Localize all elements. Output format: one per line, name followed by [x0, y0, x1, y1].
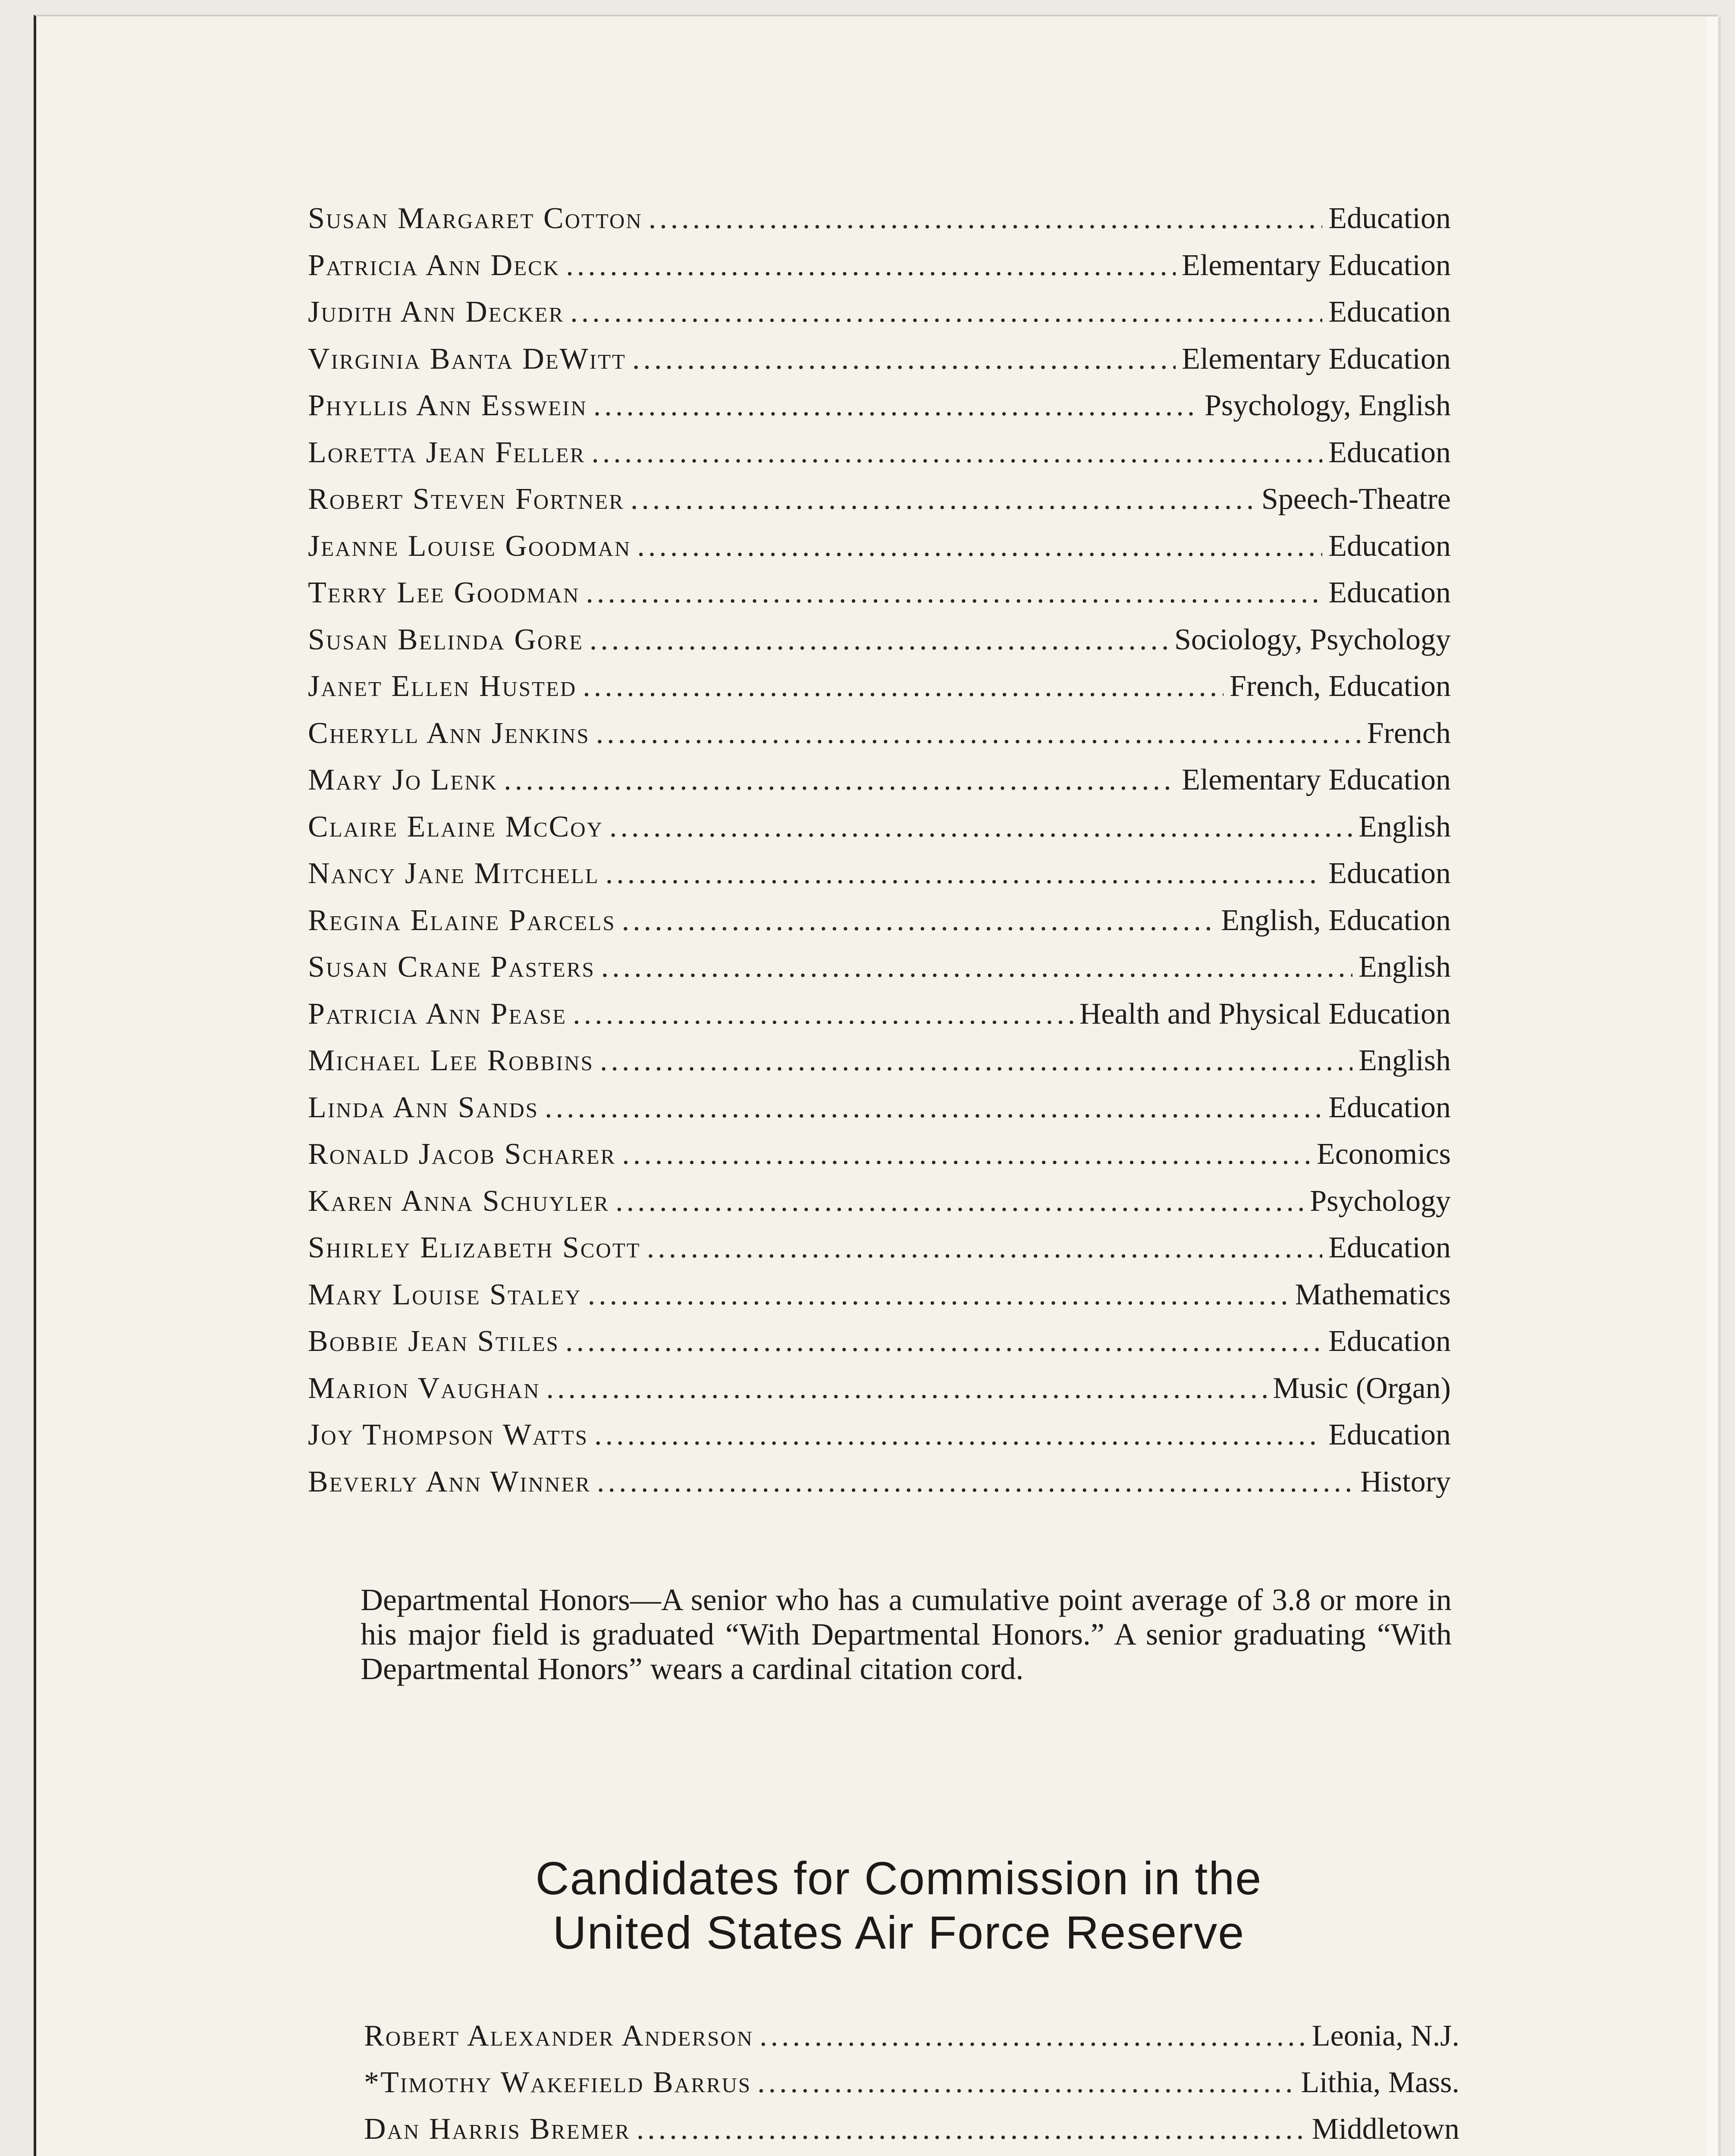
graduate-entry [308, 336, 1451, 383]
graduate-name: Robert Steven Fortner [308, 483, 624, 516]
graduate-field: Health and Physical Education [1079, 997, 1451, 1031]
dot-leader [570, 289, 1322, 336]
graduate-entry [308, 1084, 1451, 1131]
graduate-name: Regina Elaine Parcels [308, 903, 616, 937]
dot-leader [601, 944, 1352, 991]
graduate-field: Elementary Education [1182, 763, 1451, 796]
graduate-name: Claire Elaine McCoy [308, 810, 604, 843]
dot-leader [647, 1225, 1323, 1272]
candidate-name: *Timothy Wakefield Barrus [364, 2066, 752, 2099]
dot-leader [637, 523, 1322, 570]
graduate-field: Education [1328, 295, 1451, 329]
graduate-entry [308, 429, 1451, 476]
graduate-name: Mary Louise Staley [308, 1278, 582, 1311]
candidate-entry [364, 2013, 1459, 2059]
graduate-entry [308, 476, 1451, 523]
graduate-name: Loretta Jean Feller [308, 436, 586, 469]
graduate-entry [308, 757, 1451, 804]
page-sheet [34, 15, 1718, 2156]
dot-leader [596, 710, 1361, 757]
candidate-hometown [1313, 2153, 1459, 2156]
dot-leader [545, 1084, 1322, 1131]
graduate-name: Mary Jo Lenk [308, 763, 498, 796]
graduate-entry [308, 195, 1451, 242]
graduate-entry [308, 663, 1451, 710]
graduate-entry [308, 289, 1451, 336]
dot-leader [586, 570, 1322, 617]
air-force-heading-line1: Candidates for Commission in the [535, 1852, 1262, 1904]
graduate-entry [308, 1365, 1451, 1412]
graduate-name: Patricia Ann Pease [308, 997, 567, 1031]
page-edge [1707, 16, 1718, 2156]
graduate-entry [308, 523, 1451, 570]
dot-leader [591, 429, 1322, 476]
graduate-field: History [1360, 1465, 1451, 1498]
dot-leader [622, 1131, 1311, 1178]
candidate-entry [364, 2153, 1459, 2156]
dot-leader [546, 1365, 1267, 1412]
graduate-name: Beverly Ann Winner [308, 1465, 591, 1498]
dot-leader [609, 804, 1352, 851]
graduate-field: French [1367, 716, 1451, 750]
graduate-name: Judith Ann Decker [308, 295, 565, 329]
graduate-entry [308, 897, 1451, 944]
graduate-name: Janet Ellen Husted [308, 670, 577, 703]
graduate-field: Psychology, English [1204, 389, 1451, 422]
graduate-field: Education [1328, 1091, 1451, 1124]
candidate-hometown: Leonia, N.J. [1311, 2019, 1459, 2053]
dot-leader [651, 2153, 1307, 2156]
graduate-name: Susan Margaret Cotton [308, 202, 643, 235]
dot-leader [759, 2013, 1306, 2059]
graduate-name: Michael Lee Robbins [308, 1044, 594, 1077]
graduate-entry [308, 1225, 1451, 1272]
graduate-entry [308, 1272, 1451, 1319]
graduate-name: Patricia Ann Deck [308, 248, 560, 282]
dot-leader [622, 897, 1215, 944]
graduate-entry [308, 242, 1451, 289]
candidate-hometown: Middletown [1311, 2112, 1459, 2146]
dot-leader [588, 1272, 1289, 1319]
dot-leader [593, 382, 1198, 429]
graduate-field: Education [1328, 857, 1451, 890]
graduate-entry [308, 944, 1451, 991]
graduate-field: Education [1328, 436, 1451, 469]
graduate-name: Susan Belinda Gore [308, 623, 584, 656]
graduate-name: Ronald Jacob Scharer [308, 1138, 616, 1171]
graduate-entry [308, 804, 1451, 851]
candidate-entry [364, 2106, 1459, 2153]
graduate-name: Cheryll Ann Jenkins [308, 716, 590, 750]
graduates-list [308, 195, 1451, 1505]
graduate-name: Karen Anna Schuyler [308, 1184, 610, 1218]
graduate-field: English, Education [1221, 903, 1451, 937]
graduate-field: English [1359, 950, 1451, 984]
graduate-name: Marion Vaughan [308, 1371, 540, 1405]
dot-leader [637, 2106, 1306, 2153]
graduate-field: Education [1328, 1231, 1451, 1264]
graduate-field: French, Education [1229, 670, 1451, 703]
graduate-field: Education [1328, 529, 1451, 563]
dot-leader [566, 242, 1176, 289]
graduate-name: Phyllis Ann Esswein [308, 389, 587, 422]
graduate-name: Nancy Jane Mitchell [308, 857, 599, 890]
graduate-field: Economics [1316, 1138, 1451, 1171]
graduate-field: Music (Organ) [1273, 1371, 1451, 1405]
dot-leader [573, 991, 1073, 1038]
air-force-heading-line2: United States Air Force Reserve [552, 1906, 1245, 1959]
graduate-field: Education [1328, 1325, 1451, 1358]
candidate-hometown: Lithia, Mass. [1301, 2066, 1459, 2099]
graduate-entry [308, 710, 1451, 757]
graduate-name: Susan Crane Pasters [308, 950, 595, 984]
graduate-entry [308, 1318, 1451, 1365]
dot-leader [631, 476, 1255, 523]
graduate-name: Shirley Elizabeth Scott [308, 1231, 641, 1264]
dot-leader [757, 2059, 1295, 2106]
air-force-candidates-list [364, 2013, 1459, 2156]
graduate-field: English [1359, 810, 1451, 843]
graduate-field: Sociology, Psychology [1174, 623, 1451, 656]
candidate-name: Dan Harris Bremer [364, 2112, 631, 2146]
graduate-entry [308, 382, 1451, 429]
graduate-entry [308, 617, 1451, 664]
dot-leader [590, 617, 1168, 664]
graduate-name: Jeanne Louise Goodman [308, 529, 631, 563]
graduate-entry [308, 850, 1451, 897]
dot-leader [649, 195, 1322, 242]
dot-leader [606, 850, 1323, 897]
departmental-honors-note: Departmental Honors—A senior who has a cumulative point average of 3.8 or more in his major field is graduated “With Departmental Honors.” A senior graduating “With Departmental Honors” wears a cardinal citation cord. [361, 1583, 1452, 1686]
candidate-entry [364, 2059, 1459, 2106]
graduate-field: Education [1328, 202, 1451, 235]
graduate-entry [308, 570, 1451, 617]
candidate-name [364, 2153, 645, 2156]
dot-leader [597, 1459, 1354, 1506]
graduate-name: Virginia Banta DeWitt [308, 342, 626, 376]
dot-leader [504, 757, 1176, 804]
dot-leader [615, 1178, 1304, 1225]
graduate-name: Terry Lee Goodman [308, 576, 580, 609]
air-force-heading [381, 1851, 1416, 1960]
dot-leader [583, 663, 1224, 710]
dot-leader [594, 1412, 1322, 1459]
graduate-field: English [1359, 1044, 1451, 1077]
dot-leader [565, 1318, 1322, 1365]
dot-leader [600, 1037, 1352, 1084]
dot-leader [632, 336, 1176, 383]
graduate-name: Bobbie Jean Stiles [308, 1325, 559, 1358]
graduate-field: Mathematics [1295, 1278, 1451, 1311]
graduate-entry [308, 1459, 1451, 1506]
graduate-entry [308, 991, 1451, 1038]
graduate-entry [308, 1412, 1451, 1459]
graduate-entry [308, 1131, 1451, 1178]
graduate-name: Joy Thompson Watts [308, 1418, 588, 1451]
graduate-name: Linda Ann Sands [308, 1091, 539, 1124]
graduate-field: Elementary Education [1182, 248, 1451, 282]
graduate-field: Education [1328, 1418, 1451, 1451]
graduate-entry [308, 1037, 1451, 1084]
graduate-field: Elementary Education [1182, 342, 1451, 376]
candidate-name: Robert Alexander Anderson [364, 2019, 754, 2053]
graduate-entry [308, 1178, 1451, 1225]
graduate-field: Education [1328, 576, 1451, 609]
graduate-field: Speech-Theatre [1261, 483, 1451, 516]
graduate-field: Psychology [1310, 1184, 1451, 1218]
